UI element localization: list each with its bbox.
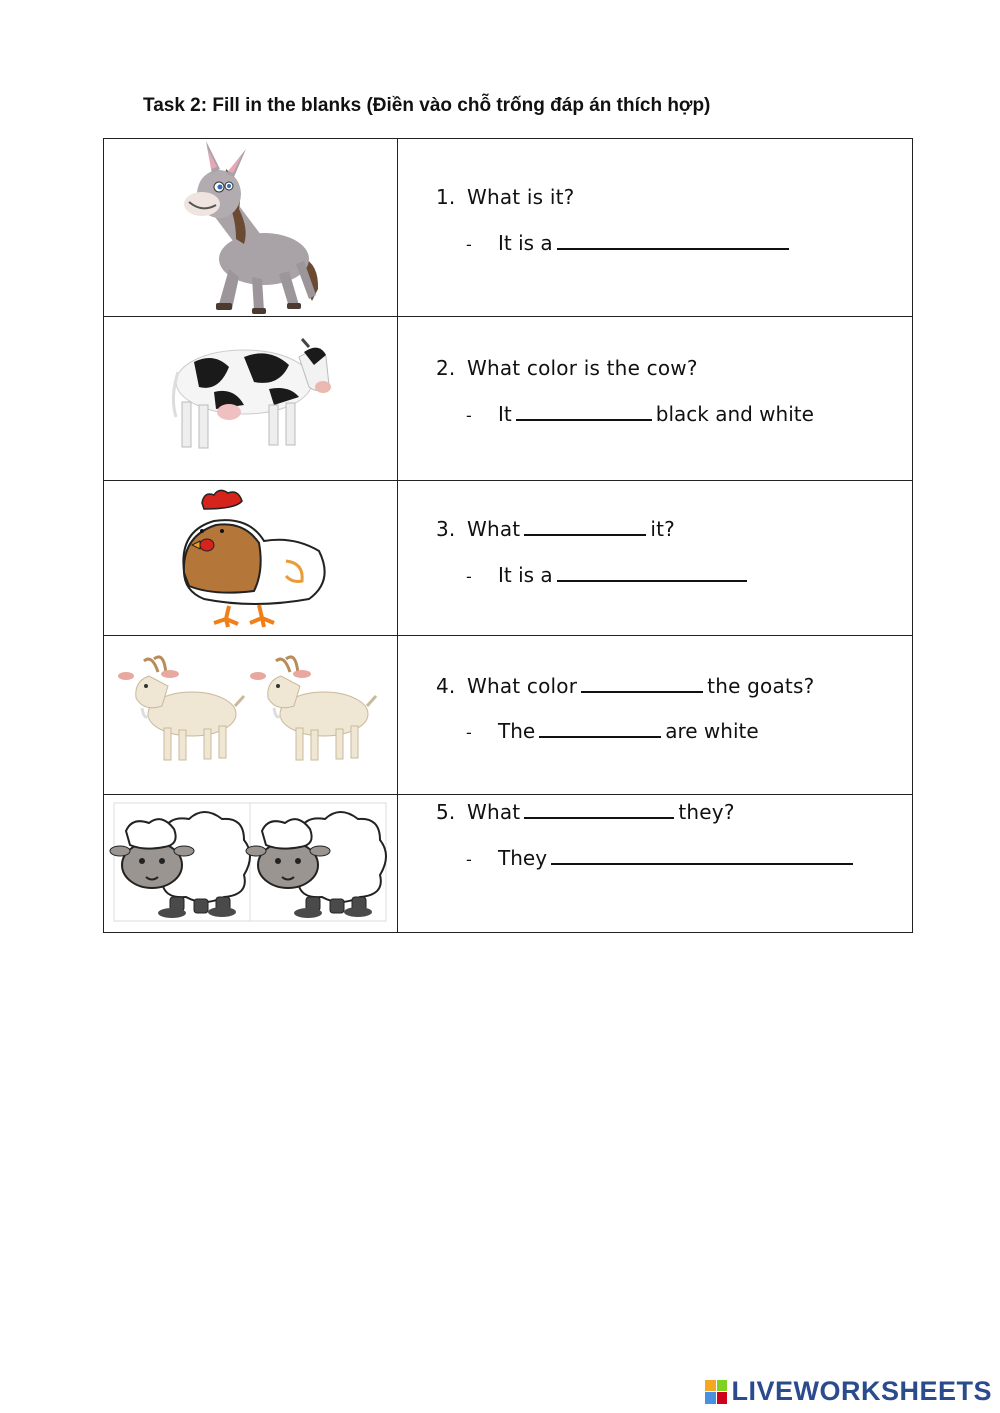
table-row xyxy=(104,636,913,795)
question-cell xyxy=(398,139,913,317)
answer-blank[interactable] xyxy=(551,845,853,865)
goats-image xyxy=(104,636,397,794)
question-cell xyxy=(398,481,913,636)
cow-image xyxy=(104,317,397,480)
worksheet-table xyxy=(103,138,913,933)
answer-line: - It black and white xyxy=(466,402,814,426)
table-row xyxy=(104,139,913,317)
animal-image-cell xyxy=(104,481,398,636)
answer-blank[interactable] xyxy=(557,230,789,250)
liveworksheets-logo xyxy=(705,1376,992,1407)
question-blank[interactable] xyxy=(581,673,703,693)
answer-line: - The are white xyxy=(466,719,759,743)
donkey-image xyxy=(104,139,397,316)
animal-image-cell xyxy=(104,636,398,795)
answer-line: - It is a xyxy=(466,562,751,587)
question-cell xyxy=(398,795,913,933)
question-cell xyxy=(398,317,913,481)
animal-image-cell xyxy=(104,795,398,933)
question-line: 3. What it? xyxy=(436,517,675,541)
answer-blank[interactable] xyxy=(516,401,652,421)
question-blank[interactable] xyxy=(524,516,646,536)
table-row xyxy=(104,317,913,481)
sheep-image xyxy=(104,795,397,932)
question-cell xyxy=(398,636,913,795)
question-line: 2. What color is the cow? xyxy=(436,356,698,380)
question-line: 4. What color the goats? xyxy=(436,674,815,698)
answer-line: - It is a xyxy=(466,230,793,255)
question-line: 5. What they? xyxy=(436,800,735,824)
question-line: 1. What is it? xyxy=(436,185,575,209)
animal-image-cell xyxy=(104,139,398,317)
table-row xyxy=(104,795,913,933)
hen-image xyxy=(104,481,397,635)
question-blank[interactable] xyxy=(524,799,674,819)
answer-blank[interactable] xyxy=(557,562,747,582)
logo-text: LIVEWORKSHEETS xyxy=(731,1376,992,1406)
answer-line: - They xyxy=(466,845,857,870)
answer-blank[interactable] xyxy=(539,718,661,738)
liveworksheets-logo-icon xyxy=(705,1380,727,1404)
table-row xyxy=(104,481,913,636)
animal-image-cell xyxy=(104,317,398,481)
task-title: Task 2: Fill in the blanks (Điền vào chỗ trống đáp án thích hợp) xyxy=(143,95,711,116)
